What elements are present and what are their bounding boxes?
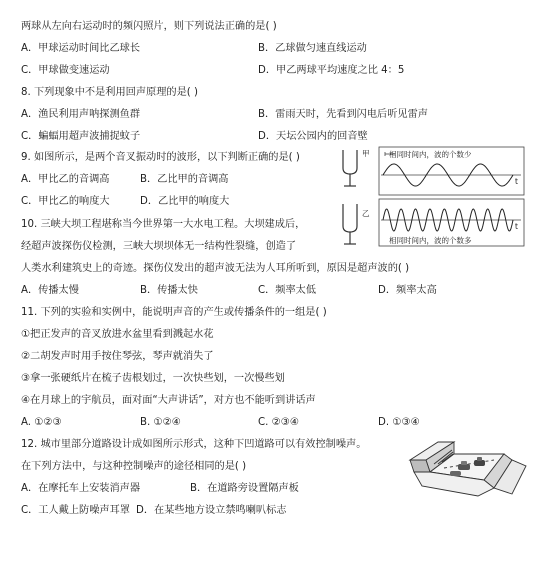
q9-option-b: B．乙比甲的音调高 <box>140 174 229 185</box>
q11-item-3: ③拿一张硬纸片在梳子齿根划过，一次快些划，一次慢些划 <box>21 373 285 384</box>
q8-stem: 8. 下列现象中不是利用回声原理的是( ) <box>21 87 198 98</box>
q11-item-2: ②二胡发声时用手按住琴弦，琴声就消失了 <box>21 351 214 362</box>
q9-waveform-figure <box>333 146 525 248</box>
caption-many-waves: 相同时间内，波的个数多 <box>389 236 472 245</box>
q11-option-d: D. ①③④ <box>378 417 420 428</box>
q12-option-d: D．在某些地方设立禁鸣喇叭标志 <box>136 505 287 516</box>
sunken-road-figure <box>408 438 528 498</box>
q7-option-d: D．甲乙两球平均速度之比 4：5 <box>258 65 405 76</box>
q8-option-d: D．天坛公园内的回音壁 <box>258 131 368 142</box>
fork-label-jia: 甲 <box>362 149 370 158</box>
axis-t-jia: t <box>515 177 518 186</box>
q9-option-c: C．甲比乙的响度大 <box>21 196 110 207</box>
q10-option-a: A．传播太慢 <box>21 285 79 296</box>
q10-line-1: 10. 三峡大坝工程堪称当今世界第一大水电工程。大坝建成后， <box>21 219 306 230</box>
q12-option-a: A．在摩托车上安装消声器 <box>21 483 141 494</box>
q12-option-b: B．在道路旁设置隔声板 <box>190 483 299 494</box>
q9-option-d: D．乙比甲的响度大 <box>140 196 230 207</box>
q10-line-3: 人类水利建筑史上的奇迹。探伤仪发出的超声波无法为人耳所听到，原因是超声波的( ) <box>21 263 410 274</box>
q8-option-c: C．蝙蝠用超声波捕捉蚊子 <box>21 131 141 142</box>
q7-option-c: C．甲球做变速运动 <box>21 65 110 76</box>
q11-stem: 11. 下列的实验和实例中，能说明声音的产生或传播条件的一组是( ) <box>21 307 327 318</box>
q7-stem: 两球从左向右运动时的频闪照片，则下列说法正确的是( ) <box>21 21 277 32</box>
caption-few-waves: 相同时间内，波的个数少 <box>389 150 472 159</box>
q10-option-c: C．频率太低 <box>258 285 317 296</box>
q9-option-a: A．甲比乙的音调高 <box>21 174 110 185</box>
q11-option-c: C. ②③④ <box>258 417 299 428</box>
q8-option-a: A．渔民利用声呐探测鱼群 <box>21 109 141 120</box>
tuning-fork-jia-icon <box>343 150 357 186</box>
q12-option-c: C．工人戴上防噪声耳罩 <box>21 505 130 516</box>
fork-label-yi: 乙 <box>362 209 370 218</box>
q8-option-b: B．雷雨天时，先看到闪电后听见雷声 <box>258 109 428 120</box>
q11-item-1: ①把正发声的音叉放进水盆里看到溅起水花 <box>21 329 214 340</box>
q7-option-a: A．甲球运动时间比乙球长 <box>21 43 141 54</box>
q11-option-b: B. ①②④ <box>140 417 181 428</box>
axis-t-yi: t <box>515 222 518 231</box>
q12-stem-2: 在下列方法中，与这种控制噪声的途径相同的是( ) <box>21 461 247 472</box>
q9-stem: 9. 如图所示，是两个音叉振动时的波形，以下判断正确的是( ) <box>21 152 300 163</box>
q10-option-d: D．频率太高 <box>378 285 437 296</box>
q10-option-b: B．传播太快 <box>140 285 198 296</box>
car-icon <box>450 471 461 476</box>
q10-line-2: 经超声波探伤仪检测，三峡大坝坝体无一结构性裂缝，创造了 <box>21 241 297 252</box>
tuning-fork-yi-icon <box>343 204 357 244</box>
q7-option-b: B．乙球做匀速直线运动 <box>258 43 367 54</box>
q12-stem: 12. 城市里部分道路设计成如图所示形式，这种下凹道路可以有效控制噪声。 <box>21 439 367 450</box>
q11-item-4: ④在月球上的宇航员，面对面“大声讲话”，对方也不能听到讲话声 <box>21 395 316 406</box>
q11-option-a: A. ①②③ <box>21 417 62 428</box>
